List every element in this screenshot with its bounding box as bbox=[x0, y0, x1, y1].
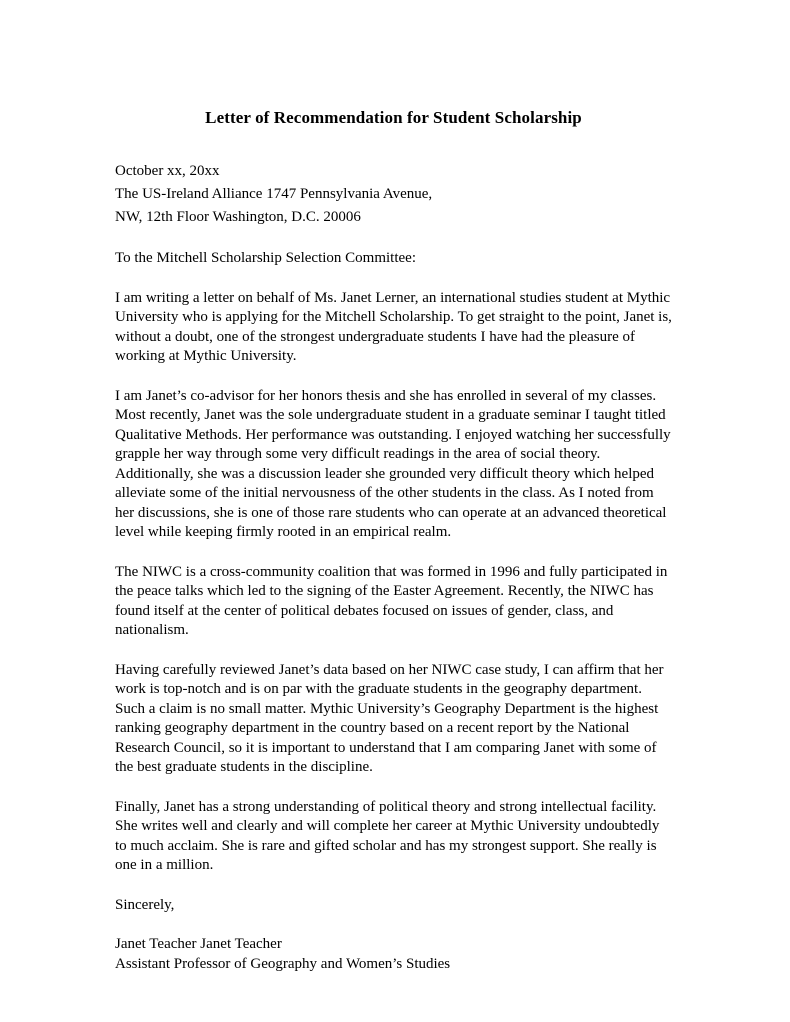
date-line: October xx, 20xx bbox=[115, 163, 220, 179]
salutation: To the Mitchell Scholarship Selection Committee: bbox=[115, 250, 416, 266]
signature-title: Assistant Professor of Geography and Women’s Studies bbox=[115, 955, 451, 972]
address-line-1: The US-Ireland Alliance 1747 Pennsylvania Avenue, bbox=[115, 186, 433, 202]
closing: Sincerely, bbox=[115, 896, 175, 913]
body-paragraph-3: The NIWC is a cross-community coalition that was formed in 1996 and fully participated in the peace talks which led to the signing of the Easter Agreement. Recently, the NIWC has found itself at the center of political debates focused on issues of gender, class, and nationalism. bbox=[115, 563, 668, 638]
signature-name: Janet Teacher Janet Teacher bbox=[115, 936, 282, 952]
body-paragraph-5: Finally, Janet has a strong understanding of political theory and strong intellectual facility. She writes well and clearly and will complete her career at Mythic University undoubtedly to much acclaim. She is rare and gifted scholar and has my strongest support. She really is one in a million. bbox=[115, 798, 660, 873]
body-paragraph-2: I am Janet’s co-advisor for her honors thesis and she has enrolled in several of my classes. Most recently, Janet was the sole undergraduate student in a graduate seminar I taught titled Qualitative Methods. Her performance was outstanding. I enjoyed watching her successfully grapple her way through some very difficult readings in the area of social theory. Additionally, she was a discussion leader she grounded very difficult theory which helped alleviate some of the initial nervousness of the other students in the class. As I noted from her discussions, she is one of those rare students who can operate at an advanced theoretical level while keeping firmly rooted in an empirical realm. bbox=[115, 387, 671, 540]
date-address-block bbox=[115, 160, 672, 229]
body-paragraph-4: Having carefully reviewed Janet’s data based on her NIWC case study, I can affirm that her work is top-notch and is on par with the graduate students in the geography department. Such a claim is no small matter. Mythic University’s Geography Department is the highest ranking geography department in the country based on a recent report by the National Research Council, so it is important to understand that I am comparing Janet with some of the best graduate students in the discipline. bbox=[115, 661, 664, 775]
signature-block bbox=[115, 935, 672, 974]
body-paragraph-1: I am writing a letter on behalf of Ms. Janet Lerner, an international studies student at Mythic University who is applying for the Mitchell Scholarship. To get straight to the point, Janet is, without a doubt, one of the strongest undergraduate students I have had the pleasure of working at Mythic University. bbox=[115, 289, 672, 364]
letter-title: Letter of Recommendation for Student Scholarship bbox=[205, 108, 582, 127]
address-line-2: NW, 12th Floor Washington, D.C. 20006 bbox=[115, 209, 361, 225]
